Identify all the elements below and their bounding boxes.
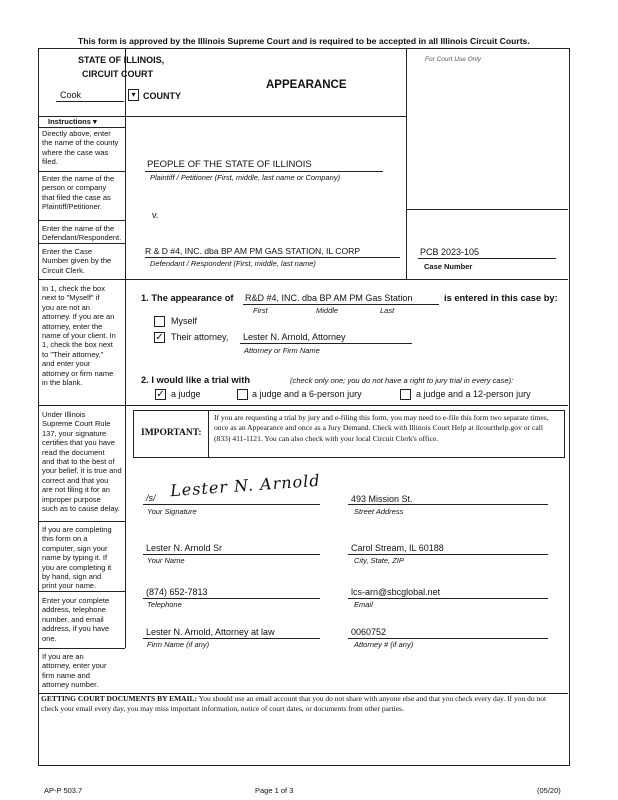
instruction-case-number: Enter the Case Number given by the Circuit Clerk. [42, 247, 112, 275]
defendant-label: Defendant / Respondent (First, middle, last name) [150, 259, 316, 268]
email-warning-lead: GETTING COURT DOCUMENTS BY EMAIL: [41, 694, 198, 703]
trial-12-jury-checkbox[interactable] [400, 389, 411, 400]
plaintiff-input[interactable]: PEOPLE OF THE STATE OF ILLINOIS [147, 159, 312, 170]
trial-12-jury-label: a judge and a 12-person jury [416, 389, 531, 399]
versus-label: v. [152, 210, 159, 220]
important-text: If you are requesting a trial by jury and e-filing this form, you may need to e-file this form two separate times, once as an Appearance and once as a Jury Demand. Check with Illinois Court Help at ilcourthelp.gov or call (833) 411-1121. You can also check with your local Circuit Clerk's office. [214, 413, 549, 443]
city-input[interactable]: Carol Stream, IL 60188 [351, 543, 444, 553]
trial-note: (check only one; you do not have a right to jury trial in every case): [290, 376, 514, 385]
case-number-label: Case Number [424, 262, 473, 271]
form-date: (05/20) [537, 786, 561, 795]
appearance-name-input[interactable]: R&D #4, INC. dba BP AM PM Gas Station [245, 293, 413, 303]
page-number: Page 1 of 3 [255, 786, 294, 795]
signature-prefix: /s/ [146, 493, 156, 503]
form-title: APPEARANCE [266, 79, 347, 91]
important-label: IMPORTANT: [141, 428, 202, 438]
name-input[interactable]: Lester N. Arnold Sr [146, 543, 223, 553]
name-label: Your Name [147, 556, 185, 565]
email-warning [41, 694, 565, 714]
plaintiff-label: Plaintiff / Petitioner (First, middle, last name or Company) [150, 173, 341, 182]
clerk-stamp-area: For Court Use Only [425, 56, 481, 63]
instruction-defendant: Enter the name of the Defendant/Respondent. [42, 224, 122, 243]
attorney-number-label: Attorney # (if any) [354, 640, 414, 649]
appearance-suffix: is entered in this case by: [444, 293, 558, 303]
instructions-toggle[interactable]: Instructions ▾ [48, 117, 97, 126]
approval-notice: This form is approved by the Illinois Supreme Court and is required to be accepted in all Illinois Circuit Courts. [78, 36, 530, 46]
phone-label: Telephone [147, 600, 182, 609]
their-attorney-label: Their attorney, [171, 332, 229, 342]
street-label: Street Address [354, 507, 404, 516]
instruction-signature: If you are completing this form on a computer, sign your name by typing it. If you are completing it by hand, sign and print your name. [42, 525, 112, 591]
form-id: AP-P 503.7 [44, 786, 83, 795]
signature-label: Your Signature [147, 507, 197, 516]
firm-label: Firm Name (if any) [147, 640, 210, 649]
trial-judge-checkbox[interactable]: ✓ [156, 389, 165, 400]
myself-label: Myself [171, 316, 198, 326]
defendant-input[interactable]: R & D #4, INC. dba BP AM PM GAS STATION, IL CORP [145, 246, 361, 256]
instruction-firm: If you are an attorney, enter your firm name and attorney number. [42, 652, 107, 690]
appearance-prefix: 1. The appearance of [141, 293, 234, 303]
county-dropdown-icon[interactable]: ▾ [128, 89, 139, 101]
last-name-caption: Last [380, 306, 395, 315]
myself-checkbox[interactable] [154, 316, 165, 327]
trial-6-jury-label: a judge and a 6-person jury [252, 389, 362, 399]
first-name-caption: First [253, 306, 268, 315]
county-input[interactable]: Cook [60, 90, 82, 100]
instruction-address: Enter your complete address, telephone number, and email address, if you have one. [42, 596, 110, 643]
county-label: COUNTY [143, 91, 181, 101]
attorney-number-input[interactable]: 0060752 [351, 627, 387, 637]
instruction-rule-137: Under Illinois Supreme Court Rule 137, your signature certifies that you have read the document and that to the best of your belief, it is true and correct and that you are not filing it for an improper purpose such as to cause delay. [42, 410, 122, 514]
city-label: City, State, ZIP [354, 556, 404, 565]
email-label: Email [354, 600, 373, 609]
attorney-name-caption: Attorney or Firm Name [244, 346, 320, 355]
firm-input[interactable]: Lester N. Arnold, Attorney at law [146, 627, 275, 637]
street-input[interactable]: 493 Mission St. [351, 494, 413, 504]
trial-judge-label: a judge [171, 389, 201, 399]
trial-6-jury-checkbox[interactable] [237, 389, 248, 400]
phone-input[interactable]: (874) 652-7813 [146, 587, 208, 597]
email-input[interactable]: lcs-arn@sbcglobal.net [351, 587, 441, 597]
court-label: CIRCUIT COURT [82, 69, 153, 79]
attorney-name-input[interactable]: Lester N. Arnold, Attorney [243, 332, 346, 342]
their-attorney-checkbox[interactable]: ✓ [155, 332, 164, 343]
state-label: STATE OF ILLINOIS, [78, 55, 165, 65]
instruction-appearance: In 1, check the box next to "Myself" if you are not an attorney. If you are an attorney, enter the name of your client. In 1, check the box next to "Their attorney," and enter your attorney or firm name in the blank. [42, 284, 116, 388]
signature-image[interactable]: Lester N. Arnold [169, 470, 322, 501]
trial-lead: 2. I would like a trial with [141, 375, 251, 385]
middle-name-caption: Middle [316, 306, 339, 315]
email-warning-text: You should use an email account that you do not share with anyone else and that you check every day. If you do not check your email every day, you may miss important information, notice of court dates, or documents from other parties. [41, 694, 547, 713]
case-number-input[interactable]: PCB 2023-105 [420, 247, 480, 257]
instruction-county: Directly above, enter the name of the county where the case was filed. [42, 129, 119, 167]
instruction-plaintiff: Enter the name of the person or company that filed the case as Plaintiff/Petitioner. [42, 174, 115, 212]
